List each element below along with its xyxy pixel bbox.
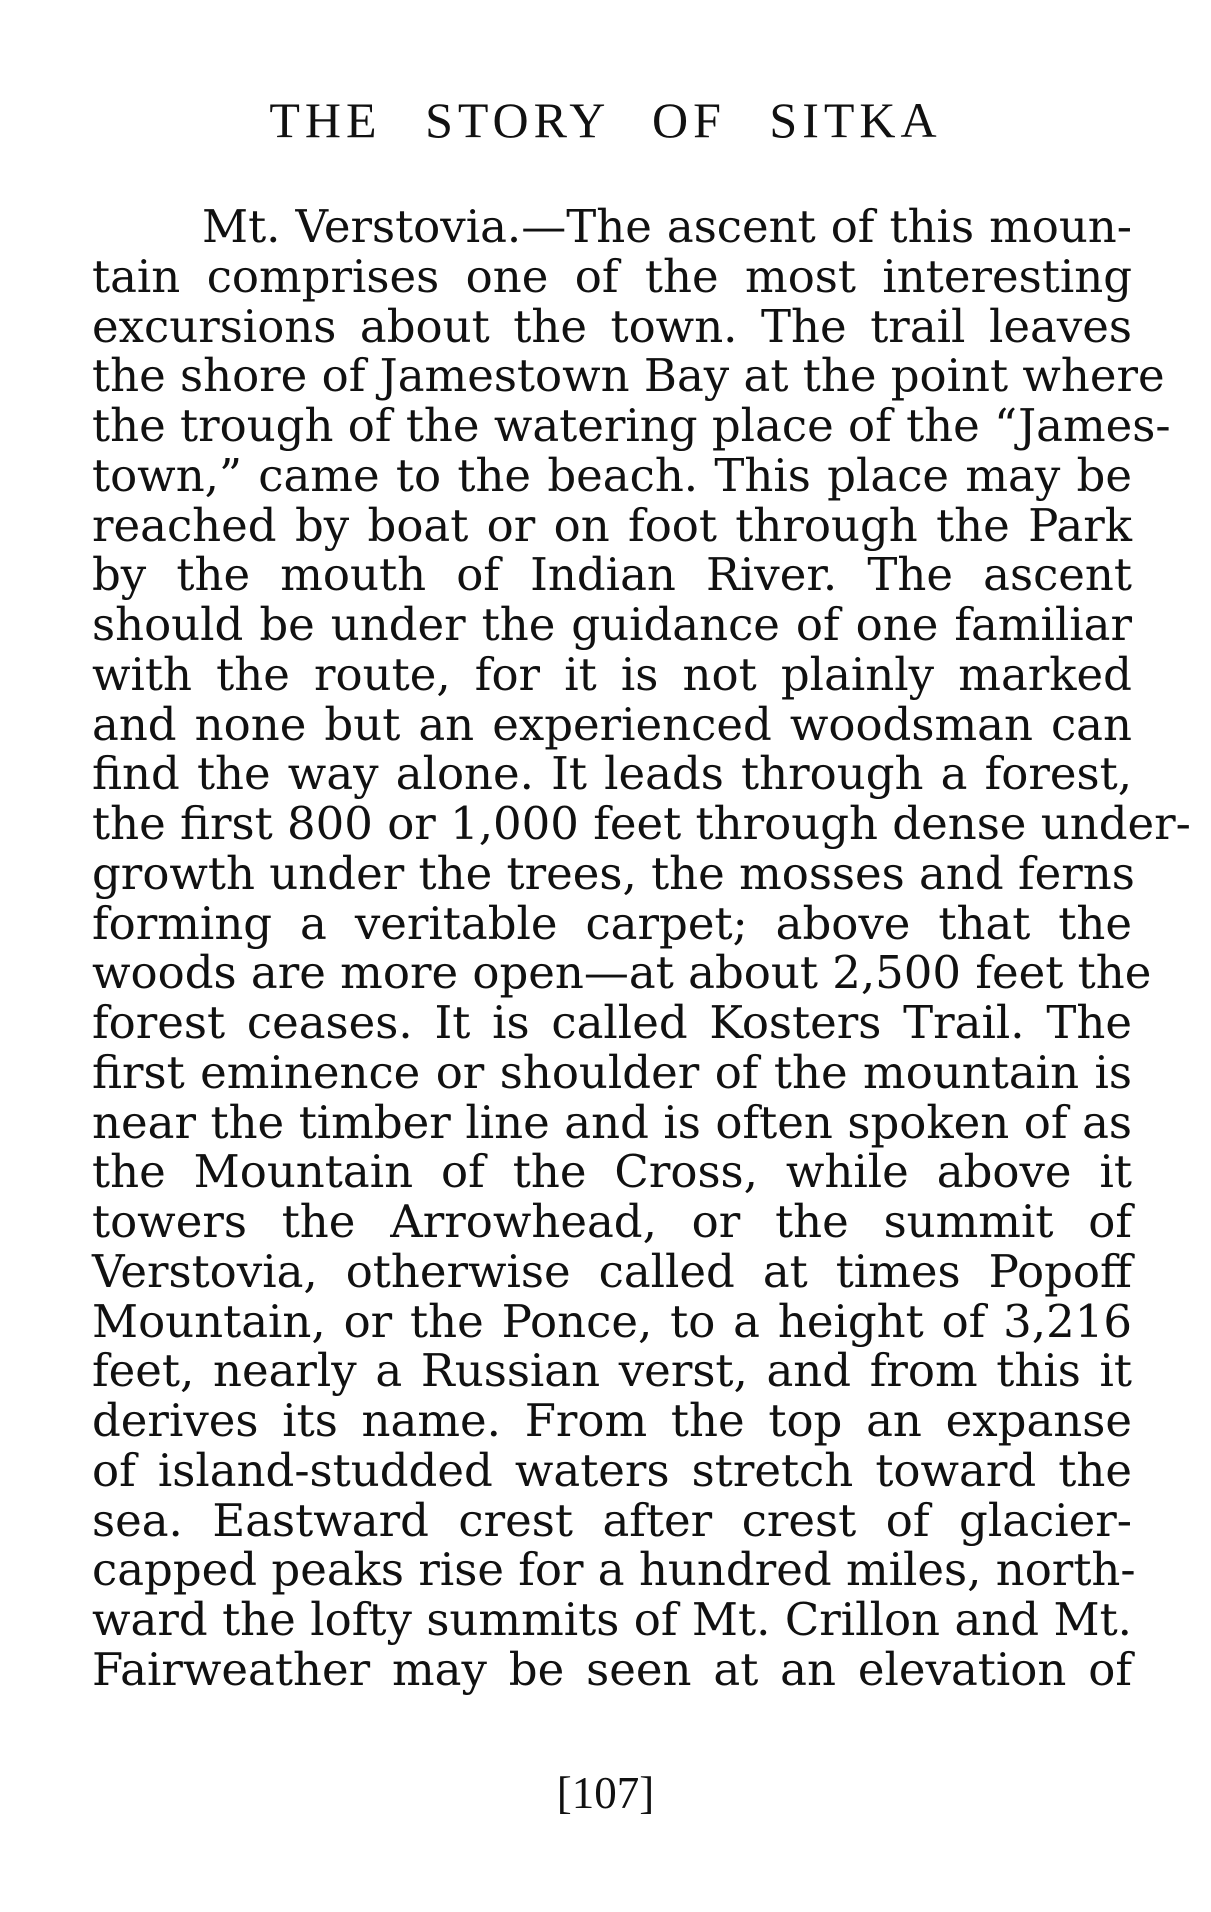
text-line: derives its name. From the top an expanse xyxy=(92,1394,1132,1447)
text-line: forming a veritable carpet; above that the xyxy=(92,896,1132,950)
page-number: [107] xyxy=(556,1768,655,1818)
text-line: sea. Eastward crest after crest of glacier- xyxy=(92,1493,1132,1547)
text-line: the first 800 or 1,000 feet through dense under- xyxy=(92,797,1191,850)
text-line: and none but an experienced woodsman can xyxy=(92,697,1132,751)
text-line: Fairweather may be seen at an elevation of xyxy=(92,1642,1132,1696)
text-line: near the timber line and is often spoken of as xyxy=(92,1095,1132,1149)
text-line: capped peaks rise for a hundred miles, north- xyxy=(92,1543,1136,1597)
running-header: THE STORY OF SITKA xyxy=(269,92,942,148)
text-line: Mt. Verstovia.—The ascent of this moun- xyxy=(202,200,1132,253)
text-line: town,” came to the beach. This place may be xyxy=(92,448,1132,502)
text-line: woods are more open—at about 2,500 feet the xyxy=(92,946,1152,1000)
text-line: towers the Arrowhead, or the summit of xyxy=(92,1195,1132,1248)
text-line: first eminence or shoulder of the mountain is xyxy=(92,1045,1132,1099)
text-line: tain comprises one of the most interesting xyxy=(92,249,1132,303)
text-line: feet, nearly a Russian verst, and from this it xyxy=(92,1344,1132,1398)
text-line: by the mouth of Indian River. The ascent xyxy=(92,548,1132,602)
text-line: with the route, for it is not plainly marked xyxy=(92,647,1132,701)
text-line: excursions about the town. The trail leaves xyxy=(92,299,1132,353)
text-line: Mountain, or the Ponce, to a height of 3,216 xyxy=(92,1294,1132,1348)
text-line: should be under the guidance of one familiar xyxy=(92,598,1132,651)
text-line: the shore of Jamestown Bay at the point where xyxy=(92,349,1165,403)
text-line: find the way alone. It leads through a forest, xyxy=(92,747,1132,801)
text-line: Verstovia, otherwise called at times Popoff xyxy=(92,1244,1132,1298)
text-line: the Mountain of the Cross, while above it xyxy=(92,1145,1132,1199)
text-line: growth under the trees, the mosses and ferns xyxy=(92,846,1135,900)
text-line: of island-studded waters stretch toward the xyxy=(92,1443,1132,1497)
body-paragraph xyxy=(92,200,1191,1696)
text-line: reached by boat or on foot through the Park xyxy=(92,498,1132,552)
text-line: the trough of the watering place of the “James- xyxy=(92,399,1171,452)
text-line: ward the lofty summits of Mt. Crillon and Mt. xyxy=(92,1593,1132,1646)
text-line: forest ceases. It is called Kosters Trail. The xyxy=(92,996,1132,1049)
